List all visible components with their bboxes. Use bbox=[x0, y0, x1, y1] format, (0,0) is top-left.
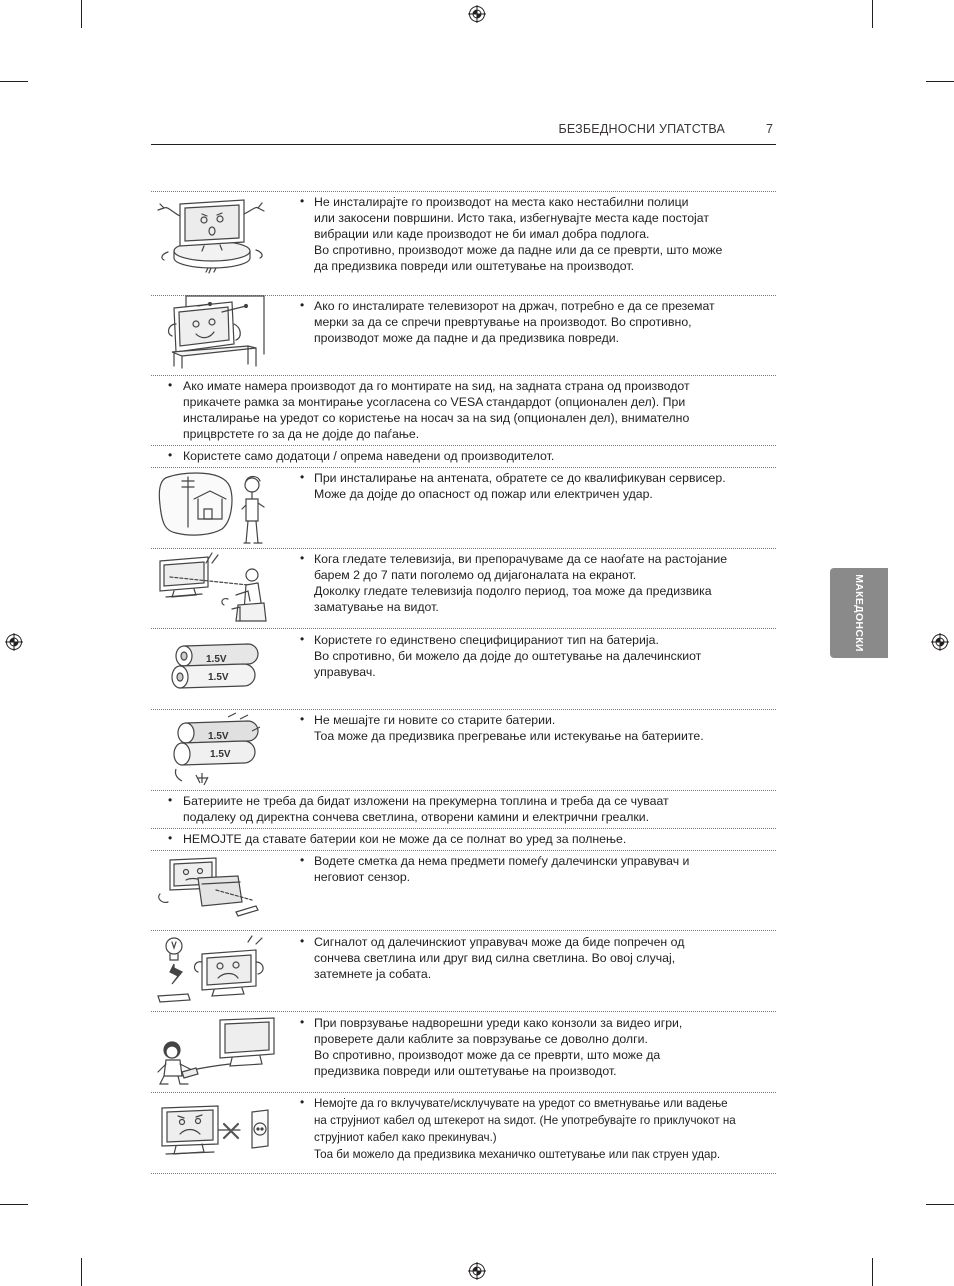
battery-label: 1.5V bbox=[208, 731, 229, 742]
separator bbox=[151, 790, 776, 791]
instruction-text bbox=[183, 831, 626, 847]
separator bbox=[151, 548, 776, 549]
separator bbox=[151, 191, 776, 192]
language-tab-label: МАКЕДОНСКИ bbox=[853, 574, 865, 652]
instruction-text bbox=[314, 298, 715, 346]
bullet: • bbox=[300, 632, 305, 646]
registration-mark-icon bbox=[931, 633, 949, 651]
text-line: подалеку од директна сончева светлина, отворени камини и електрични греалки. bbox=[183, 810, 650, 824]
tv-on-unstable-stand-illustration bbox=[152, 194, 270, 286]
text-line: Користете само додатоци / опрема наведени од производителот. bbox=[183, 449, 555, 463]
bullet: • bbox=[300, 1095, 305, 1109]
instruction-text bbox=[314, 470, 726, 502]
text-line: Батериите не треба да бидат изложени на прекумерна топлина и треба да се чуваат bbox=[183, 794, 669, 808]
instruction-text bbox=[314, 712, 704, 744]
crop-mark bbox=[926, 1204, 954, 1205]
crop-mark bbox=[0, 81, 28, 82]
section-title: БЕЗБЕДНОСНИ УПАТСТВА bbox=[558, 122, 725, 136]
text-line: управувач. bbox=[314, 665, 376, 679]
text-line: мерки за да се спречи превртување на производот. Во спротивно, bbox=[314, 315, 692, 329]
separator bbox=[151, 467, 776, 468]
text-line: Во спротивно, производот може да се преврти, што може да bbox=[314, 1048, 661, 1062]
text-line: Тоа би можело да предизвика механичко оштетување или пак струен удар. bbox=[314, 1148, 721, 1161]
instruction-text bbox=[183, 793, 669, 825]
bullet: • bbox=[168, 831, 173, 845]
instruction-text bbox=[314, 1095, 736, 1163]
text-line: Може да дојде до опасност од пожар или електричен удар. bbox=[314, 487, 653, 501]
bullet: • bbox=[300, 194, 305, 208]
instruction-text bbox=[183, 378, 690, 442]
page-number: 7 bbox=[766, 122, 773, 136]
child-pulling-cable-illustration bbox=[152, 1014, 278, 1088]
text-line: струјниот кабел како прекинувач.) bbox=[314, 1131, 497, 1144]
text-line: Сигналот од далечинскиот управувач може да биде попречен од bbox=[314, 935, 685, 949]
tv-tied-to-wall-illustration bbox=[152, 294, 270, 370]
text-line: Кога гледате телевизија, ви препорачуваме да се наоѓате на растојание bbox=[314, 552, 728, 566]
text-line: Ако го инсталирате телевизорот на држач, потребно е да се преземат bbox=[314, 299, 715, 313]
crop-mark bbox=[0, 1204, 28, 1205]
bullet: • bbox=[300, 853, 305, 867]
viewer-distance-illustration bbox=[152, 551, 270, 623]
instruction-text bbox=[314, 632, 701, 680]
antenna-technician-illustration bbox=[152, 469, 270, 547]
separator bbox=[151, 1011, 776, 1012]
bullet: • bbox=[300, 551, 305, 565]
text-line: сончева светлина или друг вид силна светлина. Во овој случај, bbox=[314, 951, 676, 965]
separator bbox=[151, 375, 776, 376]
text-line: Во спротивно, би можело да дојде до оштетување на далечинскиот bbox=[314, 649, 702, 663]
text-line: При инсталирање на антената, обратете се до квалификуван сервисер. bbox=[314, 471, 726, 485]
registration-mark-icon bbox=[468, 5, 486, 23]
header-rule bbox=[151, 144, 776, 145]
text-line: НЕМОЈТЕ да ставате батерии кои не може да се полнат во уред за полнење. bbox=[183, 832, 627, 846]
text-line: инсталирање на уредот со користење на носач за на sид (опционален дел), внимателно bbox=[183, 411, 690, 425]
crop-mark bbox=[81, 0, 82, 28]
instruction-text bbox=[314, 1015, 682, 1079]
text-line: да предизвика повреди или оштетување на производот. bbox=[314, 259, 635, 273]
registration-mark-icon bbox=[5, 633, 23, 651]
unplug-power-switch-illustration bbox=[152, 1094, 274, 1166]
instruction-text bbox=[314, 551, 727, 615]
mixed-batteries-illustration bbox=[152, 711, 270, 787]
instruction-text bbox=[314, 934, 684, 982]
text-line: Немојте да го вклучувате/исклучувате на уредот со вметнување или вадење bbox=[314, 1097, 728, 1110]
bullet: • bbox=[168, 448, 173, 462]
separator bbox=[151, 709, 776, 710]
text-line: Тоа може да предизвика прегревање или истекување на батериите. bbox=[314, 729, 704, 743]
text-line: Не мешајте ги новите со старите батерии. bbox=[314, 713, 556, 727]
text-line: При поврзување надворешни уреди како конзоли за видео игри, bbox=[314, 1016, 683, 1030]
bullet: • bbox=[168, 793, 173, 807]
battery-label: 1.5V bbox=[208, 672, 229, 683]
text-line: предизвика повреди или оштетување на производот. bbox=[314, 1064, 617, 1078]
instruction-text bbox=[314, 853, 689, 885]
text-line: производот може да падне и да предизвика повреди. bbox=[314, 331, 620, 345]
battery-label: 1.5V bbox=[206, 654, 227, 665]
bullet: • bbox=[300, 934, 305, 948]
bullet: • bbox=[168, 378, 173, 392]
separator bbox=[151, 628, 776, 629]
instruction-text bbox=[183, 448, 554, 464]
battery-label: 1.5V bbox=[210, 749, 231, 760]
bullet: • bbox=[300, 298, 305, 312]
text-line: на струјниот кабел од штекерот на sидот. (Не употребувајте го приклучокот на bbox=[314, 1114, 736, 1127]
text-line: или закосени површини. Исто така, избегнувајте места каде постојат bbox=[314, 211, 709, 225]
crop-mark bbox=[926, 81, 954, 82]
crop-mark bbox=[81, 1258, 82, 1286]
crop-mark bbox=[872, 0, 873, 28]
strong-light-interference-illustration bbox=[152, 932, 270, 1008]
text-line: вибрации или каде производот не би имал добра подлога. bbox=[314, 227, 650, 241]
separator bbox=[151, 828, 776, 829]
bullet: • bbox=[300, 1015, 305, 1029]
instruction-text bbox=[314, 194, 722, 274]
bullet: • bbox=[300, 712, 305, 726]
remote-sensor-obstruction-illustration bbox=[152, 854, 270, 926]
batteries-illustration bbox=[152, 636, 270, 704]
text-line: Во спротивно, производот може да падне или да се преврти, што може bbox=[314, 243, 723, 257]
text-line: проверете дали каблите за поврзување се доволно долги. bbox=[314, 1032, 648, 1046]
separator bbox=[151, 930, 776, 931]
text-line: неговиот сензор. bbox=[314, 870, 411, 884]
crop-mark bbox=[872, 1258, 873, 1286]
text-line: прицврстете го за да не дојде до паѓање. bbox=[183, 427, 420, 441]
bullet: • bbox=[300, 470, 305, 484]
separator bbox=[151, 445, 776, 446]
text-line: Не инсталирајте го производот на места како нестабилни полици bbox=[314, 195, 689, 209]
text-line: затемнете ја собата. bbox=[314, 967, 432, 981]
text-line: Користете го единствено специфицираниот тип на батерија. bbox=[314, 633, 659, 647]
text-line: Доколку гледате телевизија подолго период, тоа може да предизвика bbox=[314, 584, 712, 598]
text-line: заматување на видот. bbox=[314, 600, 439, 614]
separator bbox=[151, 1092, 776, 1093]
text-line: Водете сметка да нема предмети помеѓу далечински управувач и bbox=[314, 854, 690, 868]
separator bbox=[151, 1173, 776, 1174]
text-line: Ако имате намера производот да го монтирате на sид, на задната страна од производот bbox=[183, 379, 690, 393]
language-tab bbox=[830, 568, 888, 658]
registration-mark-icon bbox=[468, 1262, 486, 1280]
separator bbox=[151, 850, 776, 851]
text-line: барем 2 до 7 пати поголемо од дијагоналата на екранот. bbox=[314, 568, 637, 582]
text-line: прикачете рамка за монтирање усогласена со VESA стандардот (опционален дел). При bbox=[183, 395, 686, 409]
